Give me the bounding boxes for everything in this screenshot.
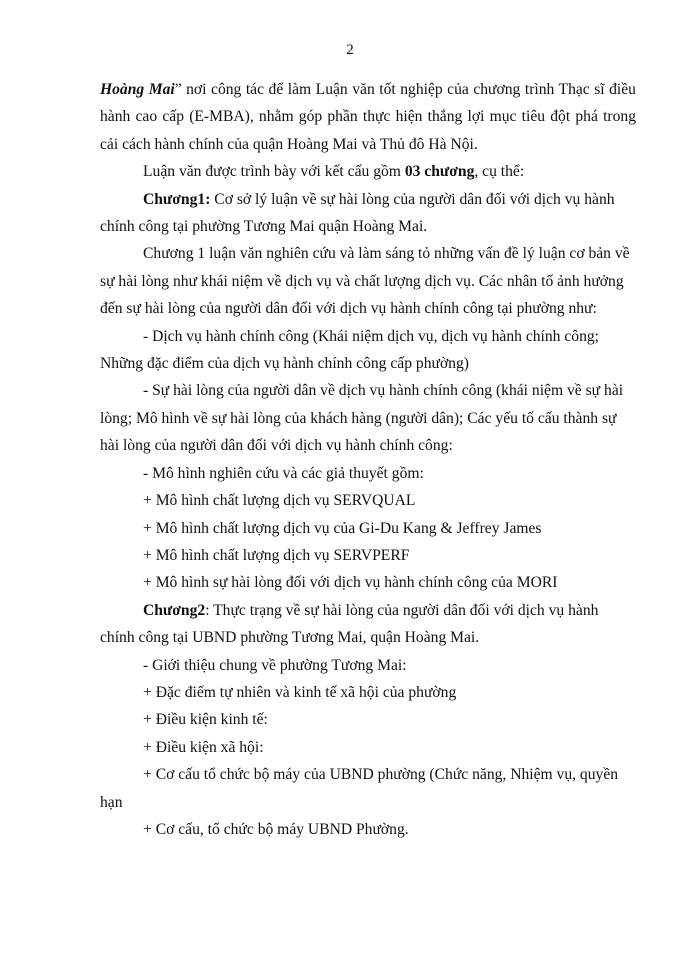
chapter-2-heading: [100, 597, 636, 652]
chapter-count: 03 chương: [404, 163, 475, 181]
chapter-1-subitem: + Mô hình chất lượng dịch vụ SERVQUAL: [143, 492, 416, 510]
paragraph-intro-continuation: [100, 76, 636, 158]
chapter-1-item: - Sự hài lòng của người dân về dịch vụ hành chính công (khái niệm về sự hài lòng; Mô hình về sự hài lòng của khách hàng (người dân); Các yếu tố cấu thành sự hài lòng của người dân đối với dịch vụ hành chính công:: [100, 382, 624, 455]
paragraph-structure: [100, 158, 636, 185]
chapter-2-label: Chương2: [143, 601, 206, 619]
chapter-2-item: - Giới thiệu chung về phường Tương Mai:: [143, 656, 407, 674]
chapter-1-subitem: + Mô hình chất lượng dịch vụ SERVPERF: [143, 546, 410, 564]
chapter-2-subitem: + Cơ cấu tổ chức bộ máy của UBND phường (Chức năng, Nhiệm vụ, quyền hạn: [100, 766, 619, 811]
chapter-1-subitem: + Mô hình chất lượng dịch vụ của Gi-Du Kang & Jeffrey James: [143, 519, 542, 537]
chapter-2-subitem: + Điều kiện kinh tế:: [143, 711, 268, 729]
chapter-1-summary: Chương 1 luận văn nghiên cứu và làm sáng tỏ những vấn đề lý luận cơ bản về sự hài lòng như khái niệm về dịch vụ và chất lượng dịch vụ. Các nhân tố ảnh hưởng đến sự hài lòng của người dân đối với dịch vụ hành chính công tại phường như:: [100, 245, 630, 318]
chapter-2-subitem: + Cơ cấu, tổ chức bộ máy UBND Phường.: [143, 820, 409, 838]
district-name: Hoàng Mai: [100, 81, 175, 98]
chapter-2-title: : Thực trạng về sự hài lòng của người dân đối với dịch vụ hành chính công tại UBND phường Tương Mai, quận Hoàng Mai.: [100, 601, 599, 647]
structure-text-end: , cụ thể:: [474, 163, 525, 181]
chapter-1-subitem: + Mô hình sự hài lòng đối với dịch vụ hành chính công của MORI: [143, 574, 558, 592]
structure-text-start: Luận văn được trình bày với kết cấu gồm: [143, 163, 405, 181]
chapter-2-subitem: + Đặc điểm tự nhiên và kinh tế xã hội của phường: [143, 683, 457, 701]
chapter-1-item: - Mô hình nghiên cứu và các giả thuyết gồm:: [143, 464, 424, 482]
chapter-1-item: - Dịch vụ hành chính công (Khái niệm dịch vụ, dịch vụ hành chính công; Những đặc điểm của dịch vụ hành chính công cấp phường): [100, 327, 600, 373]
chapter-1-heading: [100, 186, 636, 241]
chapter-2-subitem: + Điều kiện xã hội:: [143, 738, 264, 756]
chapter-1-label: Chương1:: [143, 190, 211, 208]
page-number: 2: [346, 42, 354, 58]
document-body: [100, 76, 636, 843]
chapter-1-title: Cơ sở lý luận về sự hài lòng của người dân đối với dịch vụ hành chính công tại phường Tương Mai quận Hoàng Mai.: [100, 190, 615, 236]
intro-text: ” nơi công tác để làm Luận văn tốt nghiệp của chương trình Thạc sĩ điều hành cao cấp (E-MBA), nhằm góp phần thực hiện thắng lợi mục tiêu đột phá trong cải cách hành chính của quận Hoàng Mai và Thủ đô Hà Nội.: [100, 81, 636, 153]
